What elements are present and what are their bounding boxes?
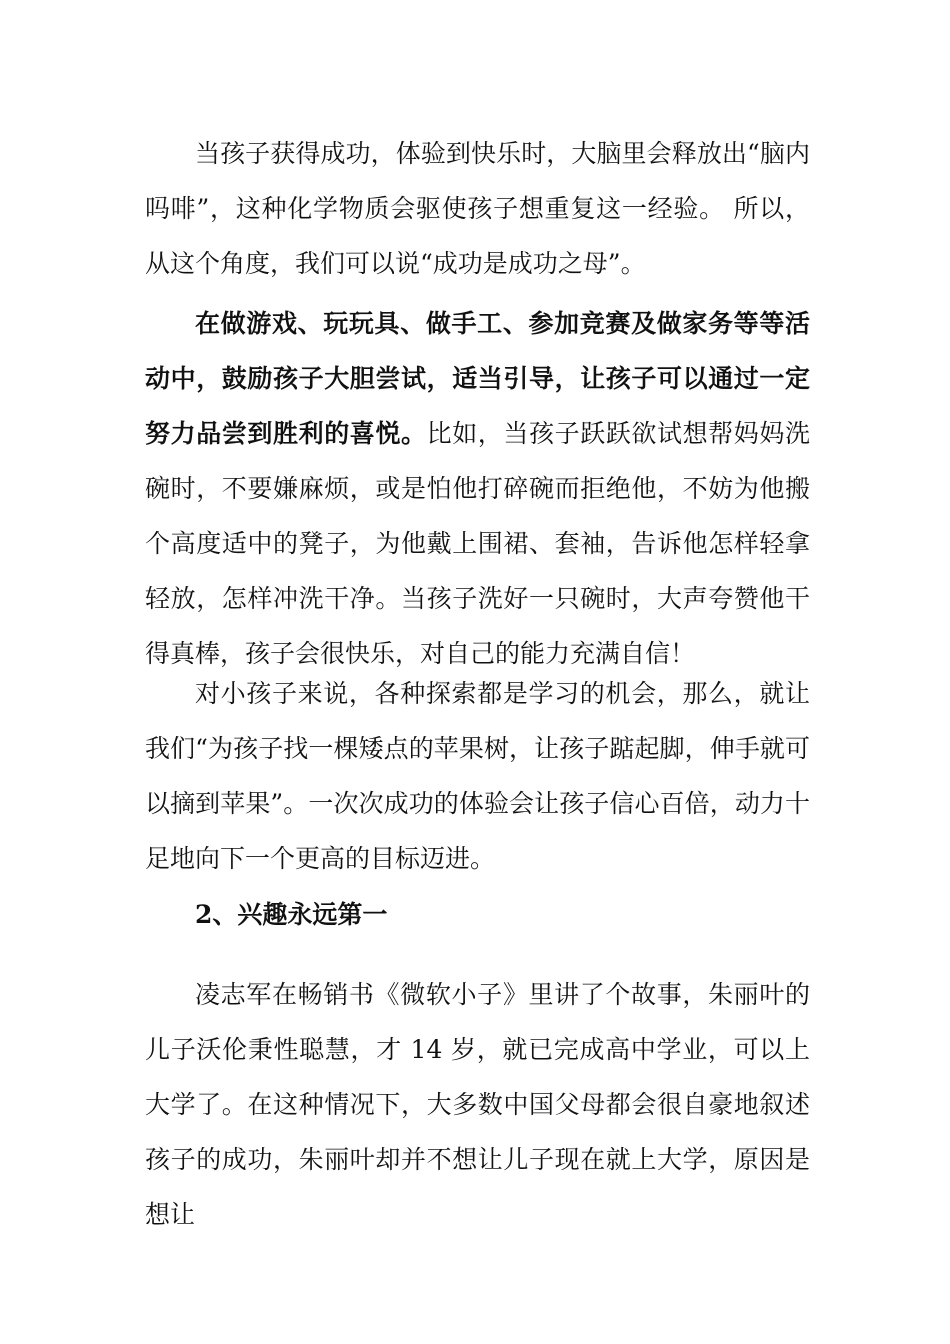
paragraph-microsoft-kid: 凌志军在畅销书《微软小子》里讲了个故事，朱丽叶的儿子沃伦秉性聪慧，才 14 岁，就已完成高中学业，可以上大学了。在这种情况下，大多数中国父母都会很自豪地叙述孩子的成功，朱丽叶却并不想让儿子现在就上大学，原因是想让 [145, 980, 810, 1229]
section-heading: 2、兴趣永远第一 [195, 900, 388, 929]
paragraph-success-brain: 当孩子获得成功，体验到快乐时，大脑里会释放出“脑内吗啡”，这种化学物质会驱使孩子想重复这一经验。 所以，从这个角度，我们可以说“成功是成功之母”。 [145, 139, 810, 278]
paragraph-encourage-body: 比如，当孩子跃跃欲试想帮妈妈洗碗时，不要嫌麻烦，或是怕他打碎碗而拒绝他，不妨为他搬个高度适中的凳子，为他戴上围裙、套袖，告诉他怎样轻拿轻放，怎样冲洗干净。当孩子洗好一只碗时，大声夸赞他干得真棒，孩子会很快乐，对自己的能力充满自信！ [145, 419, 810, 668]
paragraph-encourage-trying [145, 296, 810, 681]
paragraph-apple-tree: 对小孩子来说，各种探索都是学习的机会，那么，就让我们“为孩子找一棵矮点的苹果树，让孩子踮起脚，伸手就可以摘到苹果”。一次次成功的体验会让孩子信心百倍，动力十足地向下一个更高的目标迈进。 [145, 679, 810, 873]
paragraph-encourage-bold-lead: 在做游戏、玩玩具、做手工、参加竞赛及做家务等等活动中，鼓励孩子大胆尝试，适当引导，让孩子可以通过一定努力品尝到胜利的喜悦。 [145, 309, 810, 448]
